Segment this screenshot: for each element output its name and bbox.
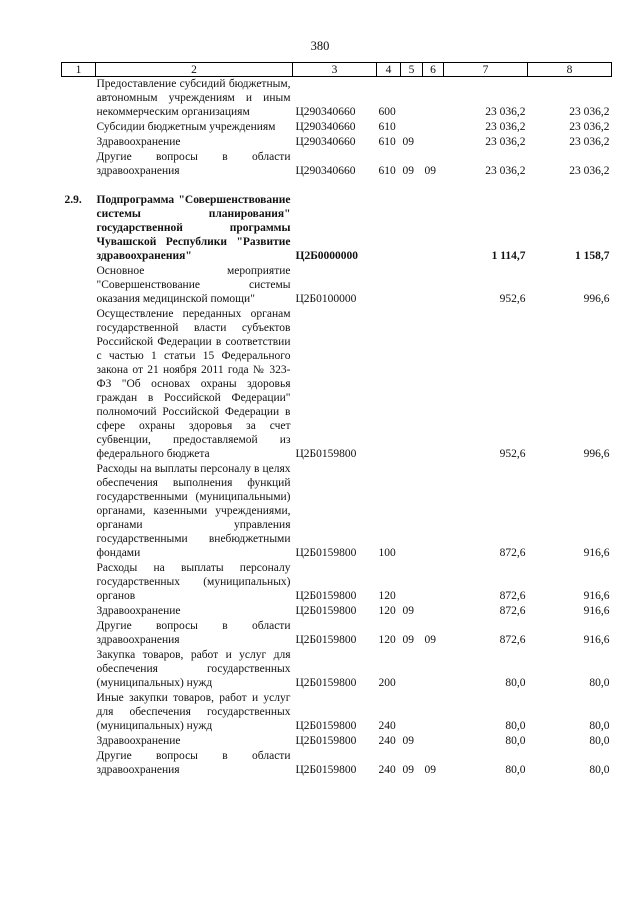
- row-number: [62, 691, 96, 734]
- header-cell: 2: [96, 63, 293, 77]
- subsection-code: 09: [424, 764, 436, 776]
- row-number: 2.9.: [64, 194, 82, 206]
- target-article-code: Ц2Б0159800: [295, 764, 357, 776]
- expense-type-code: 240: [378, 735, 396, 747]
- row-description: Предоставление субсидий бюджетным, автономным учреждениям и иным некоммерческим организациям: [96, 78, 291, 118]
- table-row: [62, 77, 612, 121]
- amount-year-1: 872,6: [499, 547, 526, 559]
- row-description: Основное мероприятие "Совершенствование системы оказания медицинской помощи": [96, 265, 291, 305]
- section-code: [401, 462, 423, 561]
- row-number: [62, 307, 96, 462]
- amount-year-1: 80,0: [505, 720, 526, 732]
- amount-year-1: 23 036,2: [485, 136, 526, 148]
- page-number: 380: [310, 39, 330, 53]
- amount-year-2: 916,6: [583, 605, 610, 617]
- expense-type-code: 240: [378, 764, 396, 776]
- row-description: Здравоохранение: [96, 136, 181, 148]
- amount-year-1: 23 036,2: [485, 165, 526, 177]
- amount-year-1: 23 036,2: [485, 121, 526, 133]
- table-row: [62, 749, 612, 778]
- expense-type-code: [377, 264, 401, 307]
- subsection-code: [423, 77, 444, 121]
- amount-year-2: 80,0: [589, 764, 610, 776]
- amount-year-2: 80,0: [589, 677, 610, 689]
- target-article-code: Ц290340660: [295, 106, 356, 118]
- table-row: [62, 561, 612, 604]
- expense-type-code: 200: [378, 677, 396, 689]
- row-description: Другие вопросы в области здравоохранения: [96, 151, 291, 177]
- row-number: [62, 462, 96, 561]
- subsection-code: [423, 135, 444, 150]
- row-description: Здравоохранение: [96, 605, 181, 617]
- amount-year-1: 952,6: [499, 293, 526, 305]
- amount-year-2: 23 036,2: [569, 136, 610, 148]
- target-article-code: Ц290340660: [295, 121, 356, 133]
- row-number: [62, 648, 96, 691]
- expense-type-code: [377, 193, 401, 264]
- table-row: [62, 120, 612, 135]
- subsection-code: [423, 734, 444, 749]
- amount-year-1: 23 036,2: [485, 106, 526, 118]
- row-number: [62, 561, 96, 604]
- row-description: Другие вопросы в области здравоохранения: [96, 620, 291, 646]
- amount-year-2: 916,6: [583, 547, 610, 559]
- row-description: Здравоохранение: [96, 735, 181, 747]
- row-description: Субсидии бюджетным учреждениям: [96, 121, 276, 133]
- row-number: [62, 120, 96, 135]
- spacer-row: [62, 179, 612, 193]
- amount-year-2: 996,6: [583, 293, 610, 305]
- expense-type-code: 100: [378, 547, 396, 559]
- section-code: 09: [402, 605, 414, 617]
- section-code: [401, 561, 423, 604]
- target-article-code: Ц2Б0159800: [295, 677, 357, 689]
- table-row: [62, 604, 612, 619]
- row-number: [62, 619, 96, 648]
- amount-year-1: 952,6: [499, 448, 526, 460]
- section-code: [401, 77, 423, 121]
- expense-type-code: [377, 307, 401, 462]
- amount-year-2: 23 036,2: [569, 121, 610, 133]
- table-row: [62, 264, 612, 307]
- amount-year-1: 80,0: [505, 764, 526, 776]
- expense-type-code: 120: [378, 590, 396, 602]
- row-description: Осуществление переданных органам государственной власти субъектов Российской Федерации в соответствии с частью 1 статьи 15 Федерального закона от 21 ноября 2011 года № 323-ФЗ "Об основах охраны здоровья граждан в Российской Федерации" полномочий Российской Федерации в сфере охраны здоровья за счет субвенции, предоставляемой из федерального бюджета: [96, 308, 291, 460]
- section-code: [401, 264, 423, 307]
- table-row: [62, 691, 612, 734]
- subsection-code: [423, 561, 444, 604]
- table-row: [62, 193, 612, 264]
- section-code: [401, 307, 423, 462]
- amount-year-1: 80,0: [505, 677, 526, 689]
- target-article-code: Ц2Б0159800: [295, 634, 357, 646]
- section-code: [401, 120, 423, 135]
- target-article-code: Ц2Б0159800: [295, 590, 357, 602]
- table-row: [62, 619, 612, 648]
- target-article-code: Ц2Б0000000: [295, 250, 359, 262]
- subsection-code: [423, 462, 444, 561]
- table-body: [62, 77, 612, 779]
- table-row: [62, 307, 612, 462]
- row-number: [62, 150, 96, 179]
- section-code: [401, 648, 423, 691]
- header-cell: 1: [62, 63, 96, 77]
- row-description: Подпрограмма "Совершенствование системы планирования" государственной программы Чувашской Республики "Развитие здравоохранения": [96, 194, 291, 262]
- row-description: Закупка товаров, работ и услуг для обеспечения государственных (муниципальных) нужд: [96, 649, 291, 689]
- row-number: [62, 734, 96, 749]
- amount-year-2: 996,6: [583, 448, 610, 460]
- expense-type-code: 610: [378, 121, 396, 133]
- header-cell: 5: [401, 63, 423, 77]
- amount-year-2: 23 036,2: [569, 106, 610, 118]
- table-row: [62, 734, 612, 749]
- section-code: 09: [402, 735, 414, 747]
- section-code: 09: [402, 136, 414, 148]
- row-description: Другие вопросы в области здравоохранения: [96, 750, 291, 776]
- row-description: Расходы на выплаты персоналу государственных (муниципальных) органов: [96, 562, 291, 602]
- header-cell: 6: [423, 63, 444, 77]
- subsection-code: [423, 193, 444, 264]
- subsection-code: [423, 120, 444, 135]
- subsection-code: [423, 264, 444, 307]
- target-article-code: Ц2Б0159800: [295, 720, 357, 732]
- amount-year-1: 1 114,7: [491, 250, 526, 262]
- section-code: 09: [402, 165, 414, 177]
- subsection-code: [423, 307, 444, 462]
- amount-year-2: 916,6: [583, 590, 610, 602]
- target-article-code: Ц2Б0159800: [295, 547, 357, 559]
- target-article-code: Ц2Б0100000: [295, 293, 357, 305]
- table-row: [62, 135, 612, 150]
- target-article-code: Ц2Б0159800: [295, 605, 357, 617]
- amount-year-1: 872,6: [499, 605, 526, 617]
- expense-type-code: 120: [378, 634, 396, 646]
- target-article-code: Ц2Б0159800: [295, 448, 357, 460]
- row-description: Иные закупки товаров, работ и услуг для обеспечения государственных (муниципальных) нужд: [96, 692, 291, 732]
- table-row: [62, 648, 612, 691]
- subsection-code: [423, 648, 444, 691]
- expense-type-code: 610: [378, 136, 396, 148]
- table-row: [62, 150, 612, 179]
- target-article-code: Ц2Б0159800: [295, 735, 357, 747]
- section-code: [401, 193, 423, 264]
- amount-year-1: 872,6: [499, 590, 526, 602]
- table-row: [62, 462, 612, 561]
- subsection-code: [423, 691, 444, 734]
- amount-year-1: 80,0: [505, 735, 526, 747]
- expense-type-code: 600: [378, 106, 396, 118]
- row-number: [62, 135, 96, 150]
- target-article-code: Ц290340660: [295, 136, 356, 148]
- header-cell: 3: [293, 63, 377, 77]
- expense-type-code: 240: [378, 720, 396, 732]
- section-code: 09: [402, 634, 414, 646]
- expense-type-code: 610: [378, 165, 396, 177]
- subsection-code: 09: [424, 165, 436, 177]
- header-cell: 4: [377, 63, 401, 77]
- header-cell: 8: [528, 63, 612, 77]
- amount-year-1: 872,6: [499, 634, 526, 646]
- amount-year-2: 80,0: [589, 735, 610, 747]
- subsection-code: [423, 604, 444, 619]
- header-cell: 7: [444, 63, 528, 77]
- amount-year-2: 916,6: [583, 634, 610, 646]
- row-description: Расходы на выплаты персоналу в целях обеспечения выполнения функций государственными (муниципальными) органами, казенными учреждениями, органами управления государственными внебюджетными фондами: [96, 463, 291, 559]
- amount-year-2: 80,0: [589, 720, 610, 732]
- table-header-row: [62, 63, 612, 77]
- amount-year-2: 1 158,7: [575, 250, 610, 262]
- row-number: [62, 77, 96, 121]
- section-code: 09: [402, 764, 414, 776]
- budget-table: [61, 62, 612, 778]
- amount-year-2: 23 036,2: [569, 165, 610, 177]
- row-number: [62, 604, 96, 619]
- row-number: [62, 749, 96, 778]
- section-code: [401, 691, 423, 734]
- row-number: [62, 264, 96, 307]
- expense-type-code: 120: [378, 605, 396, 617]
- target-article-code: Ц290340660: [295, 165, 356, 177]
- subsection-code: 09: [424, 634, 436, 646]
- spacer-cell: [62, 179, 612, 193]
